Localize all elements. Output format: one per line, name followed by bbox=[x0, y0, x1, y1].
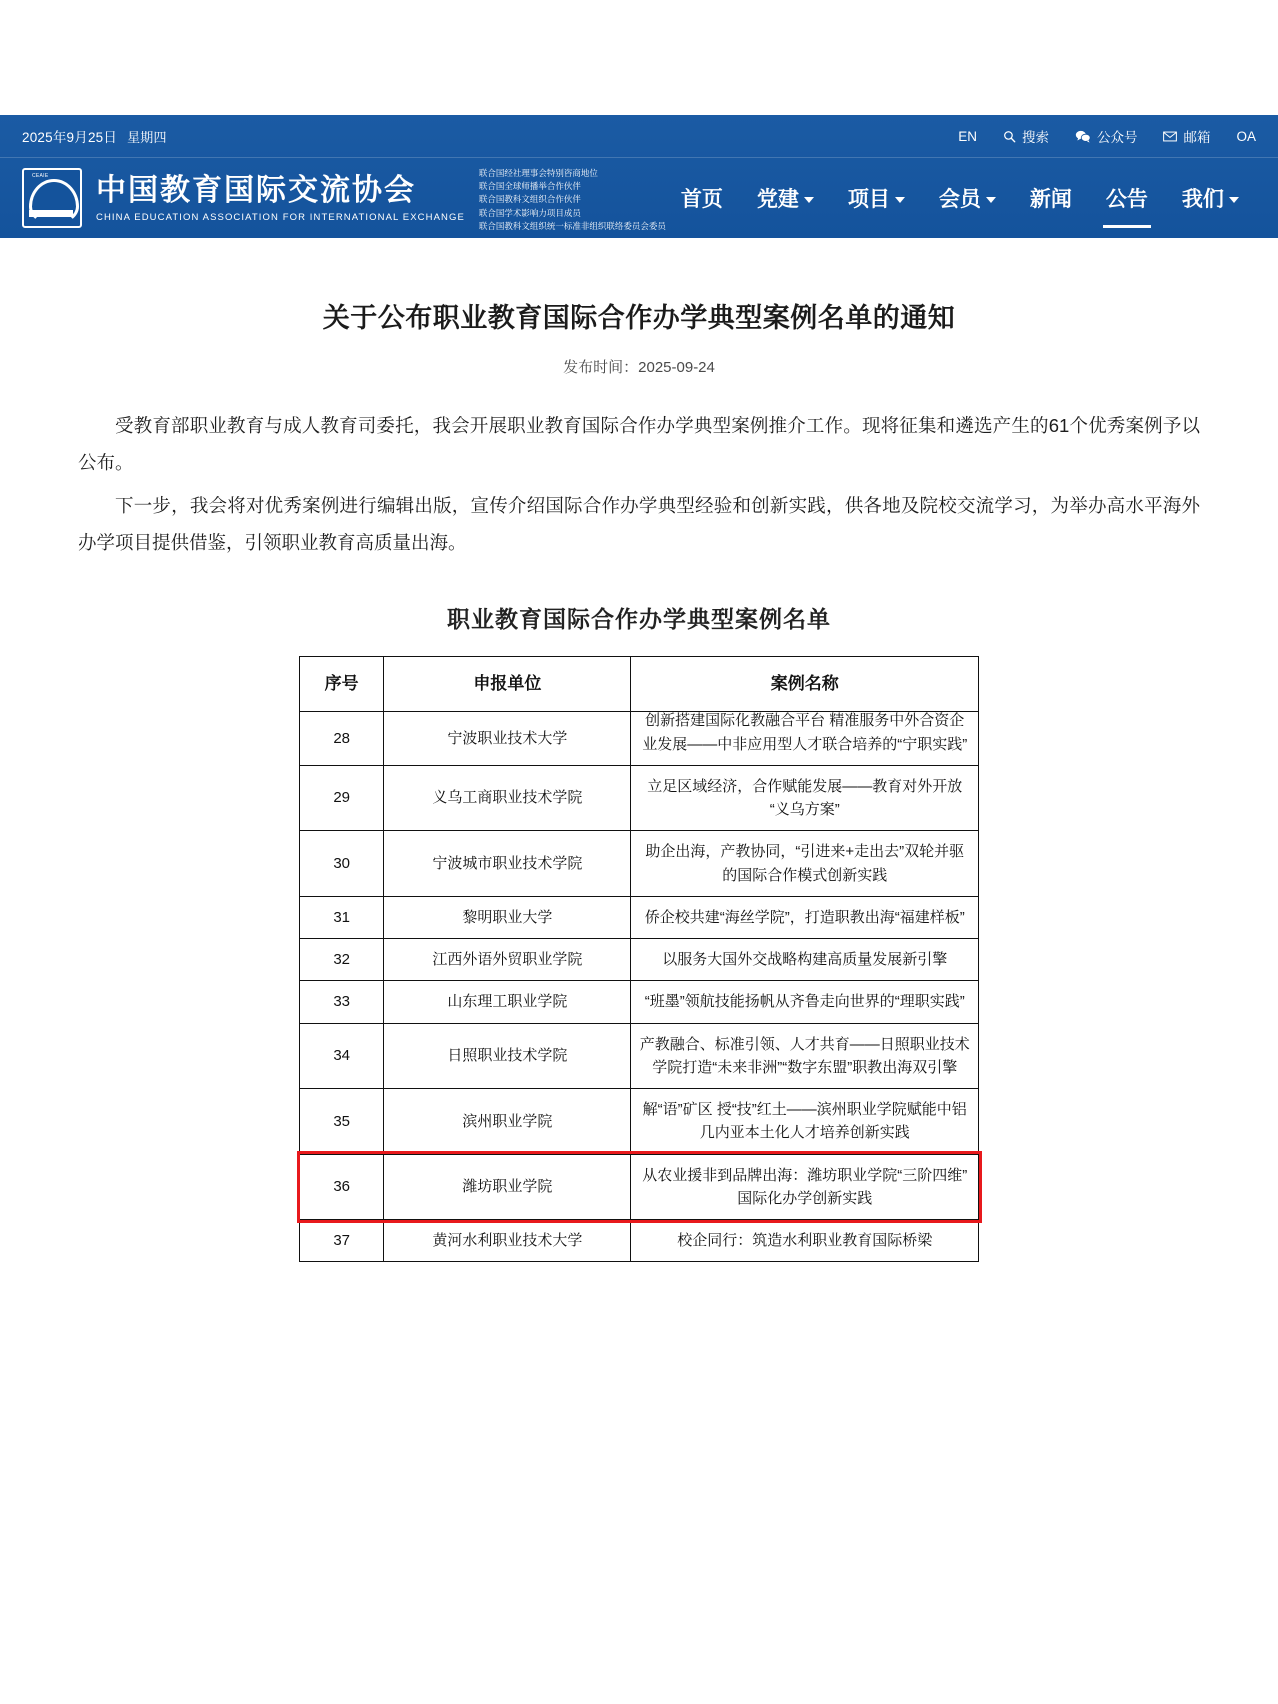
publish-meta bbox=[78, 356, 1200, 377]
nav-item-party[interactable] bbox=[742, 158, 829, 238]
cell-case: 助企出海，产教协同，“引进来+走出去”双轮并驱的国际合作模式创新实践 bbox=[631, 831, 979, 897]
table-row bbox=[300, 939, 979, 981]
nav-item-announcements[interactable] bbox=[1091, 158, 1163, 238]
lang-en-link[interactable] bbox=[958, 129, 977, 144]
table-header-row bbox=[300, 656, 979, 711]
main-nav bbox=[666, 158, 1260, 238]
cell-no: 28 bbox=[300, 712, 384, 766]
cell-no: 31 bbox=[300, 896, 384, 938]
affiliation-line-1: 联合国经社理事会特别咨商地位 bbox=[478, 168, 598, 179]
cell-case bbox=[631, 712, 979, 766]
cell-unit: 义乌工商职业技术学院 bbox=[384, 765, 631, 831]
case-table bbox=[299, 656, 979, 1262]
cell-unit: 宁波职业技术大学 bbox=[384, 712, 631, 766]
nav-item-news[interactable] bbox=[1015, 158, 1087, 238]
table-row-highlighted bbox=[300, 1154, 979, 1220]
cell-case: 以服务大国外交战略构建高质量发展新引擎 bbox=[631, 939, 979, 981]
article-paragraph-2: 下一步，我会将对优秀案例进行编辑出版，宣传介绍国际合作办学典型经验和创新实践，供各地及院校交流学习，为举办高水平海外办学项目提供借鉴，引领职业教育高质量出海。 bbox=[78, 494, 1200, 553]
cell-no: 35 bbox=[300, 1089, 384, 1155]
affiliation-line-4: 联合国学术影响力项目成员 bbox=[478, 207, 581, 218]
cell-unit: 山东理工职业学院 bbox=[384, 981, 631, 1023]
cell-no: 36 bbox=[300, 1154, 384, 1220]
mail-label: 邮箱 bbox=[1183, 130, 1211, 145]
utility-bar bbox=[0, 115, 1278, 158]
cell-unit: 宁波城市职业技术学院 bbox=[384, 831, 631, 897]
search-link[interactable] bbox=[1003, 126, 1049, 146]
association-logo-icon[interactable] bbox=[22, 168, 82, 228]
wechat-icon bbox=[1075, 130, 1091, 143]
table-title: 职业教育国际合作办学典型案例名单 bbox=[447, 605, 831, 633]
logo-arc-shape bbox=[29, 179, 79, 225]
table-body bbox=[300, 712, 979, 1262]
logo-mark-text: CEAIE bbox=[32, 173, 49, 179]
affiliation-line-2: 联合国全球师播举合作伙伴 bbox=[478, 181, 581, 192]
cell-case-text: 创新搭建国际化教融合平台 精准服务中外合资企业发展——中非应用型人才联合培养的“宁职实践” bbox=[642, 712, 968, 753]
nav-label-home: 首页 bbox=[680, 188, 723, 211]
chevron-down-icon bbox=[986, 197, 996, 203]
brand-row bbox=[0, 158, 1278, 238]
case-list-section bbox=[78, 601, 1200, 1262]
cell-case: 产教融合、标准引领、人才共育——日照职业技术学院打造“未来非洲”“数字东盟”职教出海双引擎 bbox=[631, 1023, 979, 1089]
chevron-down-icon bbox=[804, 197, 814, 203]
table-row bbox=[300, 1089, 979, 1155]
table-row bbox=[300, 1023, 979, 1089]
cell-unit: 滨州职业学院 bbox=[384, 1089, 631, 1155]
cell-case: 侨企校共建“海丝学院”，打造职教出海“福建样板” bbox=[631, 896, 979, 938]
brand-text[interactable] bbox=[96, 174, 465, 223]
cell-unit: 黄河水利职业技术大学 bbox=[384, 1220, 631, 1262]
search-icon bbox=[1003, 130, 1016, 143]
table-head bbox=[300, 656, 979, 711]
chevron-down-icon bbox=[1229, 197, 1239, 203]
article bbox=[0, 238, 1278, 1282]
table-row bbox=[300, 1220, 979, 1262]
search-label: 搜索 bbox=[1021, 130, 1049, 145]
oa-link[interactable] bbox=[1236, 129, 1256, 144]
wechat-label: 公众号 bbox=[1096, 130, 1138, 145]
nav-label-members: 会员 bbox=[938, 188, 981, 211]
mail-icon bbox=[1163, 131, 1177, 142]
brand-affiliations bbox=[479, 163, 666, 233]
cell-no: 34 bbox=[300, 1023, 384, 1089]
cell-case: 校企同行：筑造水利职业教育国际桥梁 bbox=[631, 1220, 979, 1262]
oa-label: OA bbox=[1236, 128, 1256, 144]
article-paragraph-1: 受教育部职业教育与成人教育司委托，我会开展职业教育国际合作办学典型案例推介工作。现将征集和遴选产生的61个优秀案例予以公布。 bbox=[78, 414, 1200, 473]
page-title: 关于公布职业教育国际合作办学典型案例名单的通知 bbox=[322, 303, 956, 335]
nav-label-news: 新闻 bbox=[1029, 188, 1072, 211]
cell-no: 37 bbox=[300, 1220, 384, 1262]
affiliation-line-5: 联合国教科文组织统一标准非组织联络委员会委员 bbox=[478, 220, 666, 231]
column-header-no: 序号 bbox=[300, 656, 384, 711]
affiliation-line-3: 联合国教科文组织合作伙伴 bbox=[478, 194, 581, 205]
table-container bbox=[78, 656, 1200, 1262]
cell-unit: 潍坊职业学院 bbox=[384, 1154, 631, 1220]
nav-item-about-us[interactable] bbox=[1167, 158, 1254, 238]
brand-name-en: CHINA EDUCATION ASSOCIATION FOR INTERNATIONAL EXCHANGE bbox=[96, 211, 465, 223]
cell-case: “班墨”领航技能扬帆从齐鲁走向世界的“理职实践” bbox=[631, 981, 979, 1023]
nav-item-projects[interactable] bbox=[833, 158, 920, 238]
cell-no: 32 bbox=[300, 939, 384, 981]
current-date: 2025年9月25日 bbox=[22, 130, 118, 145]
publish-time-label: 发布时间： bbox=[563, 358, 639, 376]
lang-en-label: EN bbox=[958, 128, 977, 144]
column-header-unit: 申报单位 bbox=[384, 656, 631, 711]
article-body bbox=[78, 407, 1200, 561]
site-header bbox=[0, 115, 1278, 238]
table-row bbox=[300, 981, 979, 1023]
nav-label-announcements: 公告 bbox=[1105, 188, 1148, 211]
nav-label-party: 党建 bbox=[756, 188, 799, 211]
mail-link[interactable] bbox=[1163, 126, 1210, 146]
cell-case: 解“语”矿区 授“技”红土——滨州职业学院赋能中铝几内亚本土化人才培养创新实践 bbox=[631, 1089, 979, 1155]
nav-item-home[interactable] bbox=[666, 158, 738, 238]
cell-no: 33 bbox=[300, 981, 384, 1023]
current-weekday: 星期四 bbox=[127, 130, 167, 145]
nav-label-projects: 项目 bbox=[847, 188, 890, 211]
utility-links bbox=[958, 126, 1256, 146]
brand-name-cn: 中国教育国际交流协会 bbox=[96, 172, 416, 208]
cell-case: 从农业援非到品牌出海：潍坊职业学院“三阶四维”国际化办学创新实践 bbox=[631, 1154, 979, 1220]
top-whitespace bbox=[0, 0, 1278, 115]
nav-label-about-us: 我们 bbox=[1181, 188, 1224, 211]
table-row bbox=[300, 896, 979, 938]
date-block bbox=[22, 126, 167, 146]
wechat-link[interactable] bbox=[1075, 126, 1138, 146]
cell-unit: 江西外语外贸职业学院 bbox=[384, 939, 631, 981]
logo-bar-shape bbox=[29, 210, 73, 217]
cell-unit: 黎明职业大学 bbox=[384, 896, 631, 938]
nav-item-members[interactable] bbox=[924, 158, 1011, 238]
chevron-down-icon bbox=[895, 197, 905, 203]
cell-case: 立足区域经济，合作赋能发展——教育对外开放“义乌方案” bbox=[631, 765, 979, 831]
table-row bbox=[300, 765, 979, 831]
cell-no: 30 bbox=[300, 831, 384, 897]
table-row bbox=[300, 712, 979, 766]
cell-no: 29 bbox=[300, 765, 384, 831]
publish-date: 2025-09-24 bbox=[638, 358, 715, 376]
cell-unit: 日照职业技术学院 bbox=[384, 1023, 631, 1089]
column-header-case: 案例名称 bbox=[631, 656, 979, 711]
table-row bbox=[300, 831, 979, 897]
